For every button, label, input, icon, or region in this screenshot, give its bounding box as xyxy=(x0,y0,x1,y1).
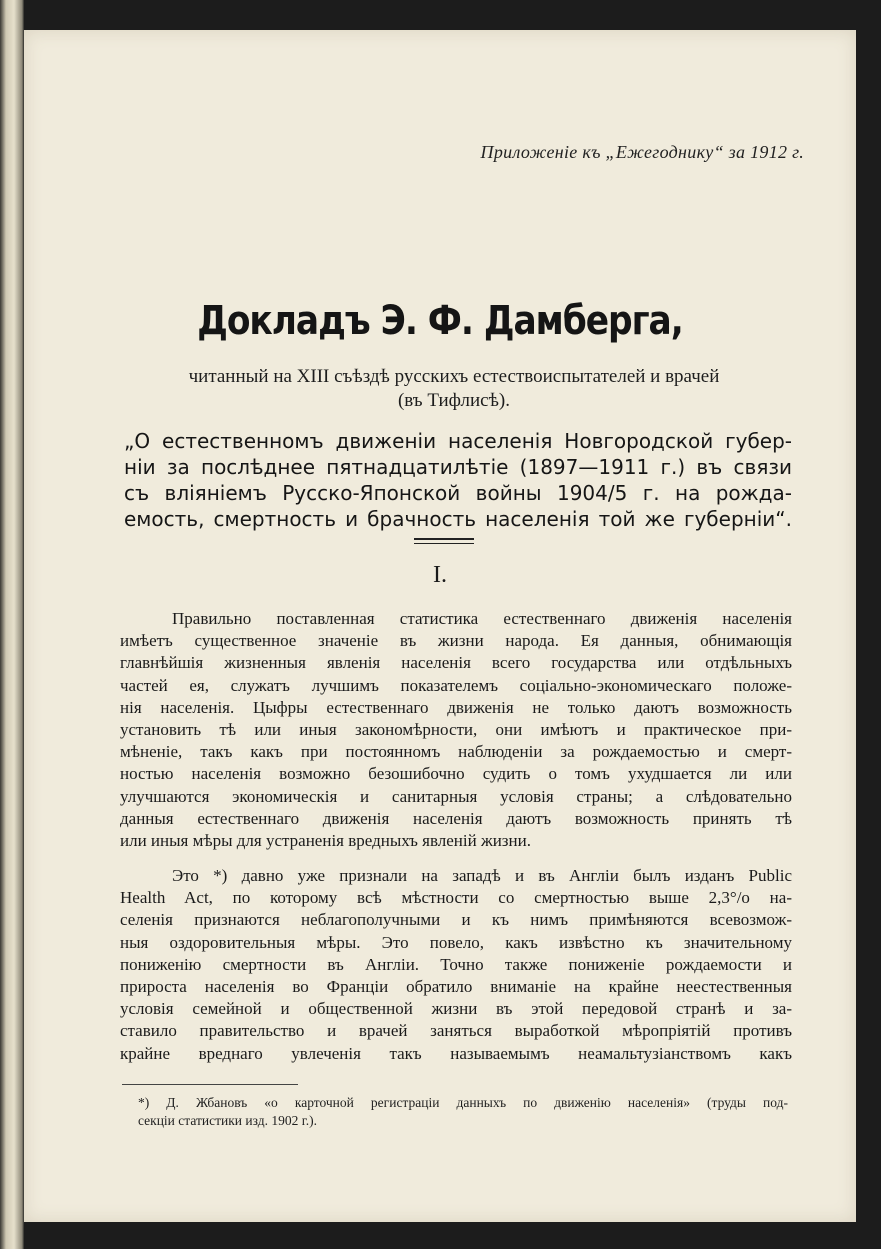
paragraph-line: Это *) давно уже признали на западѣ и въ Англiи былъ изданъ Public xyxy=(172,866,792,886)
paragraph-line: селенiя признаются неблагополучными и къ нимъ примѣняются всевозмож- xyxy=(120,910,792,930)
paragraph-line: частей ея, служатъ лучшимъ показателемъ соцiально-экономическаго положе- xyxy=(120,675,792,695)
scan-border xyxy=(24,1222,881,1249)
book-spine-edge xyxy=(0,0,24,1249)
paragraph-line: прироста населенiя во Францiи обратило вниманiе на крайне неестественныя xyxy=(120,977,792,996)
subtitle-line: читанный на XIII съѣздѣ русскихъ естествоиспытателей и врачей xyxy=(188,366,720,387)
paragraph-line: крайне вреднаго увлеченiя такъ называемымъ неамальтузiанствомъ какъ xyxy=(120,1043,792,1063)
section-divider xyxy=(414,538,474,544)
topic-line: „О естественномъ движенiи населенiя Новгородской губер- xyxy=(124,429,792,453)
body-text xyxy=(120,608,792,1065)
paragraph-line: или иныя мѣры для устраненiя вредныхъ явленiй жизни. xyxy=(120,830,531,850)
footnote-line: секцiи статистики изд. 1902 г.). xyxy=(138,1113,317,1128)
running-head: Приложенiе къ „Ежегоднику“ за 1912 г. xyxy=(480,142,804,162)
paragraph-line: улучшаются экономическiя и санитарныя условiя страны; а слѣдовательно xyxy=(120,786,792,806)
paragraph-line: пониженiю смертности въ Англiи. Точно также пониженiе рождаемости и xyxy=(120,954,792,974)
paragraph-line: Правильно поставленная статистика естественнаго движенiя населенiя xyxy=(172,609,792,628)
paragraph-line: ныя оздоровительныя мѣры. Это повело, какъ извѣстно къ значительному xyxy=(120,932,792,952)
scanned-page xyxy=(24,30,856,1222)
paragraph-line: Health Act, по которому всѣ мѣстности со смертностью выше 2,3°/о на- xyxy=(120,888,792,908)
page-title: Докладъ Э. Ф. Дамберга, xyxy=(197,298,683,344)
topic-line: нiи за послѣднее пятнадцатилѣтiе (1897—1911 г.) въ связи xyxy=(124,455,792,479)
footnote xyxy=(138,1094,788,1130)
footnote-divider xyxy=(122,1084,298,1085)
paragraph-line: главнѣйшiя жизненныя явленiя населенiя всего государства или отдѣльныхъ xyxy=(120,653,792,673)
paragraph-line: мѣненiе, такъ какъ при постоянномъ наблюденiи за рождаемостью и смерт- xyxy=(120,742,792,762)
paragraph-line: условiя семейной и общественной жизни въ этой передовой странѣ и за- xyxy=(120,999,792,1019)
paragraph-line: установить тѣ или иныя закономѣрности, они имѣютъ и практическое при- xyxy=(120,719,792,739)
topic-line: съ вліяніемъ Русско-Японской войны 1904/5 г. на рожда- xyxy=(124,481,792,505)
section-number: I. xyxy=(433,562,447,588)
paragraph-line: ставило правительство и врачей заняться выработкой мѣропрiятiй противъ xyxy=(120,1021,792,1041)
paragraph-line: ностью населенiя возможно безошибочно судить о томъ ухудшается ли или xyxy=(120,764,792,784)
footnote-line: *) Д. Жбановъ «о карточной регистрацiи данныхъ по движенiю населенiя» (труды под- xyxy=(138,1095,788,1110)
topic-line: емость, смертность и брачность населенiя той же губернiи“. xyxy=(124,507,792,531)
subtitle xyxy=(114,365,794,413)
paragraph-line: нiя населенiя. Цыфры естественнаго движенiя не только даютъ возможность xyxy=(120,697,792,717)
paragraph-line: имѣетъ существенное значенiе въ жизни народа. Ея данныя, обнимающiя xyxy=(120,631,792,651)
subtitle-line: (въ Тифлисѣ). xyxy=(397,390,510,411)
paragraph-line: данныя еcтественнаго движенiя населенiя даютъ возможность принять тѣ xyxy=(120,808,792,828)
report-topic xyxy=(124,428,792,532)
